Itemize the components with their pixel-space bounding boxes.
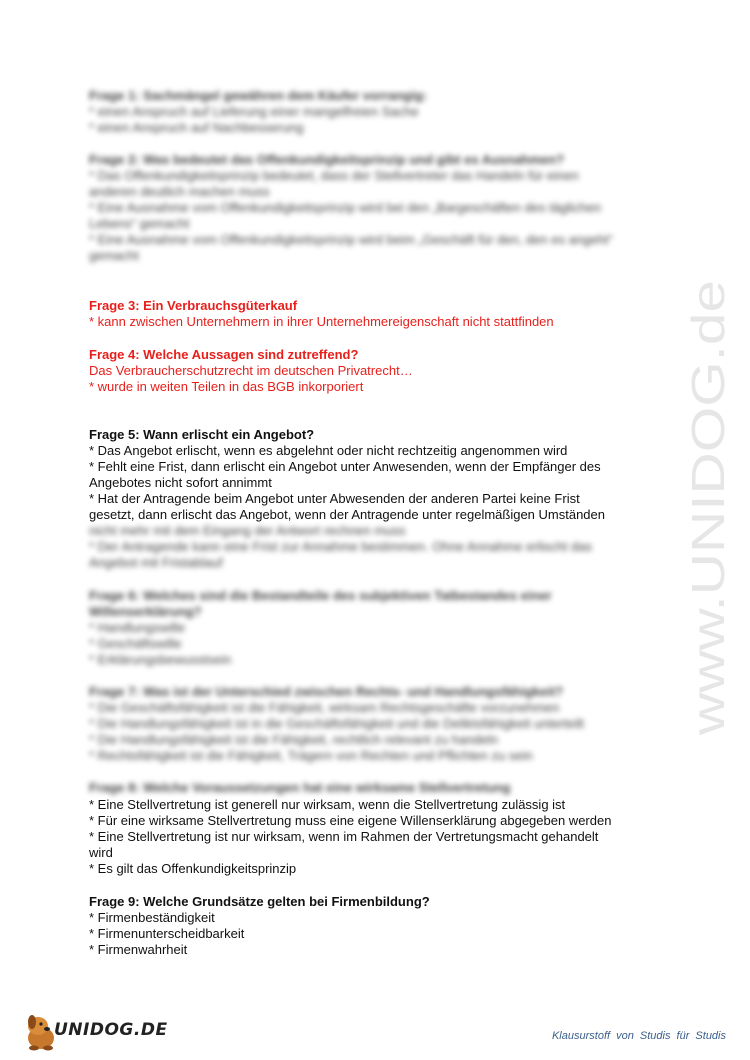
question-8-heading (89, 780, 659, 796)
answer-line: * Fehlt eine Frist, dann erlischt ein Angebot unter Anwesenden, wenn der Empfänger des (89, 459, 601, 474)
answer-line: * Firmenunterscheidbarkeit (89, 926, 245, 941)
question-5 (89, 427, 659, 523)
watermark-text: www.UNIDOG.de (682, 377, 734, 735)
answer-line: * Der Antragende kann eine Frist zur Annahme bestimmen. Ohne Annahme erlischt das (89, 539, 592, 554)
question-9-title: Frage 9: Welche Grundsätze gelten bei Firmenbildung? (89, 894, 430, 909)
answer-line: nicht mehr mit dem Eingang der Antwort rechnen muss (89, 523, 406, 538)
answer-line: * Die Geschäftsfähigkeit ist die Fähigkeit, wirksam Rechtsgeschäfte vorzunehmen (89, 700, 560, 715)
question-1-title: Frage 1: Sachmängel gewähren dem Käufer vorrangig: (89, 88, 428, 103)
question-6-title-cont: Willenserklärung? (89, 604, 202, 619)
answer-line: * Eine Ausnahme vom Offenkundigkeitsprinzip wird bei den „Bargeschäften des täglichen (89, 200, 602, 215)
question-2 (89, 152, 659, 264)
answer-line: gesetzt, dann erlischt das Angebot, wenn der Antragende unter regelmäßigen Umständen (89, 507, 605, 522)
answer-line: * Eine Stellvertretung ist nur wirksam, wenn im Rahmen der Vertretungsmacht gehandelt (89, 829, 599, 844)
answer-line: Das Verbraucherschutzrecht im deutschen Privatrecht… (89, 363, 413, 378)
answer-line: * Es gilt das Offenkundigkeitsprinzip (89, 861, 297, 876)
dog-icon (24, 1012, 58, 1052)
answer-line: * Für eine wirksame Stellvertretung muss eine eigene Willenserklärung abgegeben werden (89, 813, 612, 828)
question-4-title: Frage 4: Welche Aussagen sind zutreffend? (89, 347, 359, 362)
footer-tagline: Klausurstoff von Studis für Studis (551, 1030, 726, 1042)
answer-line: * Firmenbeständigkeit (89, 910, 215, 925)
answer-line: wird (89, 845, 113, 860)
answer-line: * Die Handlungsfähigkeit ist in die Geschäftsfähigkeit und die Deliktsfähigkeit unterteilt (89, 716, 584, 731)
answer-line: * Geschäftswille (89, 636, 182, 651)
answer-line: * Firmenwahrheit (89, 942, 188, 957)
answer-line: * kann zwischen Unternehmern in ihrer Unternehmereigenschaft nicht stattfinden (89, 314, 554, 329)
answer-line: Angebot mit Fristablauf (89, 555, 223, 570)
question-5-title: Frage 5: Wann erlischt ein Angebot? (89, 427, 315, 442)
question-4 (89, 347, 659, 395)
watermark (680, 270, 740, 740)
answer-line: * Hat der Antragende beim Angebot unter Abwesenden der anderen Partei keine Frist (89, 491, 580, 506)
answer-line: * Eine Ausnahme vom Offenkundigkeitsprinzip wird beim „Geschäft für den, den es angeht“ (89, 232, 613, 247)
answer-line: anderen deutlich machen muss (89, 184, 270, 199)
answer-line: * Rechtsfähigkeit ist die Fähigkeit, Trägern von Rechten und Pflichten zu sein (89, 748, 533, 763)
question-5-continued (89, 523, 659, 571)
question-8-title: Frage 8: Welche Voraussetzungen hat eine wirksame Stellvertretung (89, 780, 511, 795)
answer-line: * Das Angebot erlischt, wenn es abgelehnt oder nicht rechtzeitig angenommen wird (89, 443, 568, 458)
question-3 (89, 298, 659, 330)
answer-line: gemacht (89, 248, 139, 263)
answer-line: * einen Anspruch auf Nachbesserung (89, 120, 304, 135)
answer-line: Angebotes nicht sofort annimmt (89, 475, 272, 490)
question-1 (89, 88, 659, 136)
unidog-logo (24, 1012, 168, 1052)
answer-line: * wurde in weiten Teilen in das BGB inkorporiert (89, 379, 364, 394)
logo-text: UNIDOG.DE (54, 1020, 168, 1040)
question-6 (89, 588, 659, 668)
question-7 (89, 684, 659, 764)
answer-line: * Handlungswille (89, 620, 186, 635)
answer-line: Lebens“ gemacht (89, 216, 190, 231)
question-2-title: Frage 2: Was bedeutet das Offenkundigkeitsprinzip und gibt es Ausnahmen? (89, 152, 565, 167)
question-9 (89, 894, 659, 958)
answer-line: * Die Handlungsfähigkeit ist die Fähigkeit, rechtlich relevant zu handeln (89, 732, 499, 747)
question-8 (89, 797, 659, 877)
question-3-title: Frage 3: Ein Verbrauchsgüterkauf (89, 298, 298, 313)
question-7-title: Frage 7: Was ist der Unterschied zwischen Rechts- und Handlungsfähigkeit? (89, 684, 564, 699)
answer-line: * Eine Stellvertretung ist generell nur wirksam, wenn die Stellvertretung zulässig ist (89, 797, 566, 812)
answer-line: * Das Offenkundigkeitsprinzip bedeutet, dass der Stellvertreter das Handeln für einen (89, 168, 579, 183)
answer-line: * Erklärungsbewusstsein (89, 652, 232, 667)
answer-line: * einen Anspruch auf Lieferung einer mangelfreien Sache (89, 104, 419, 119)
question-6-title: Frage 6: Welches sind die Bestandteile des subjektiven Tatbestandes einer (89, 588, 552, 603)
